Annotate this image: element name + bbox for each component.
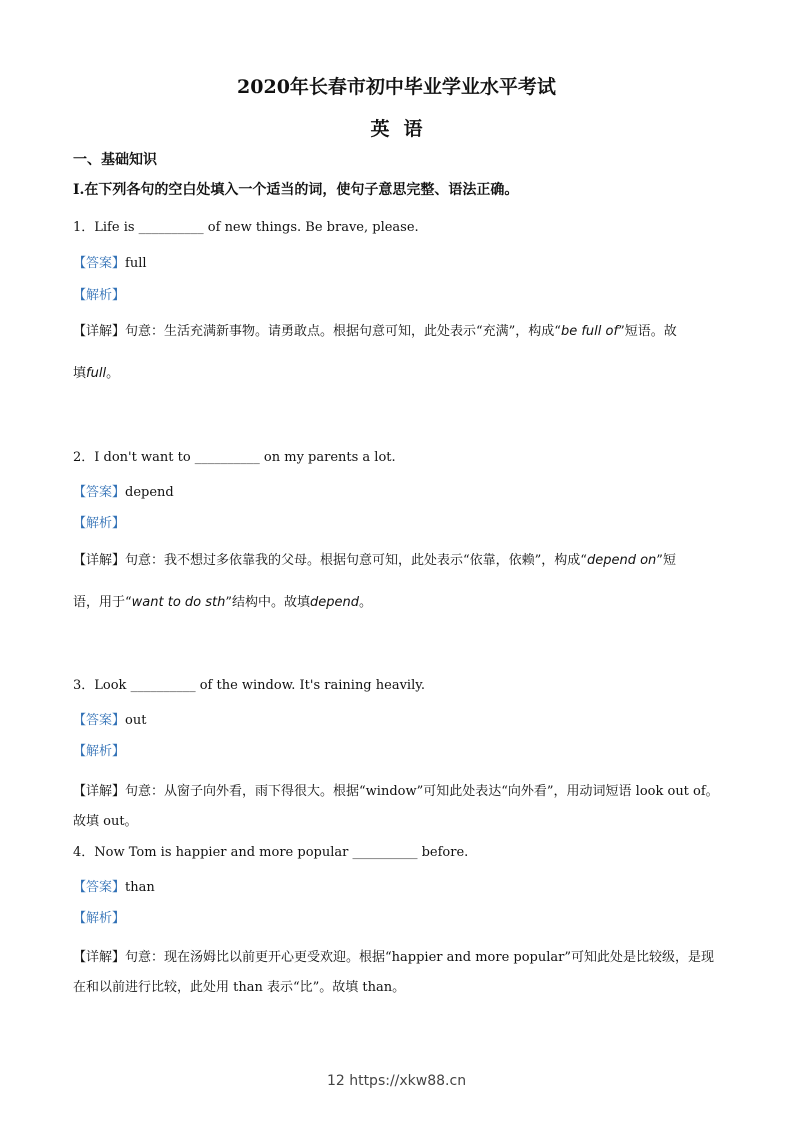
answer-label: 【答案】 <box>73 880 126 895</box>
subject-title: 英语 <box>370 118 437 140</box>
question-4: 4．Now Tom is happier and more popular __________ before. <box>73 845 469 860</box>
answer-label: 【答案】 <box>73 713 126 728</box>
detail-phrase: want to do sth <box>131 595 226 610</box>
detail-text: 。 <box>359 595 373 610</box>
detail-label: 【详解】 <box>73 784 126 799</box>
detail-phrase: depend <box>310 595 360 610</box>
detail-label: 【详解】 <box>73 950 126 965</box>
analysis-label-2: 【解析】 <box>73 516 126 531</box>
answer-value: out <box>125 713 147 728</box>
answer-value: depend <box>125 485 174 500</box>
detail-1-line-2 <box>73 366 119 382</box>
detail-text: ”结构中。故填 <box>225 595 311 610</box>
section-heading: 一、基础知识 <box>73 152 157 168</box>
answer-4 <box>73 880 155 896</box>
detail-text: 语，用于“ <box>73 595 132 610</box>
detail-text: 填 <box>73 366 87 381</box>
answer-label: 【答案】 <box>73 485 126 500</box>
detail-3 <box>73 777 721 837</box>
question-3: 3．Look __________ of the window. It's raining heavily. <box>73 678 425 693</box>
analysis-label-1: 【解析】 <box>73 288 126 303</box>
page-footer: 12 https://xkw88.cn <box>326 1073 467 1089</box>
analysis-label-3: 【解析】 <box>73 744 126 759</box>
detail-phrase: be full of <box>560 324 619 339</box>
answer-3 <box>73 713 146 729</box>
detail-label: 【详解】 <box>73 553 126 568</box>
detail-text: 句意：现在汤姆比以前更开心更受欢迎。根据“happier and more popular”可知此处是比较级，是现在和以前进行比较，此处用 than 表示“比”。故填 than。 <box>73 950 715 995</box>
answer-label: 【答案】 <box>73 256 126 271</box>
detail-phrase: full <box>86 366 107 381</box>
answer-1 <box>73 256 147 272</box>
detail-text: ”短 <box>656 553 676 568</box>
detail-text: ”短语。故 <box>618 324 677 339</box>
detail-text: 句意：我不想过多依靠我的父母。根据句意可知，此处表示“依靠，依赖”，构成“ <box>125 553 587 568</box>
detail-phrase: depend on <box>586 553 657 568</box>
detail-text: 句意：从窗子向外看，雨下得很大。根据“window”可知此处表达“向外看”，用动词短语 look out of。故填 out。 <box>73 784 719 829</box>
answer-2 <box>73 485 174 501</box>
question-1: 1．Life is __________ of new things. Be brave, please. <box>73 220 419 235</box>
question-2: 2．I don't want to __________ on my parents a lot. <box>73 450 396 465</box>
detail-text: 句意：生活充满新事物。请勇敢点。根据句意可知，此处表示“充满”，构成“ <box>125 324 561 339</box>
analysis-label-4: 【解析】 <box>73 911 126 926</box>
answer-value: full <box>125 256 147 271</box>
detail-2-line-1 <box>73 553 676 569</box>
detail-1-line-1 <box>73 324 677 340</box>
answer-value: than <box>125 880 155 895</box>
detail-4 <box>73 943 721 1003</box>
document-title: 2020年长春市初中毕业学业水平考试 <box>237 76 556 98</box>
instruction-text: I.在下列各句的空白处填入一个适当的词，使句子意思完整、语法正确。 <box>73 182 519 198</box>
detail-text: 。 <box>106 366 120 381</box>
detail-2-line-2 <box>73 595 372 611</box>
detail-label: 【详解】 <box>73 324 126 339</box>
